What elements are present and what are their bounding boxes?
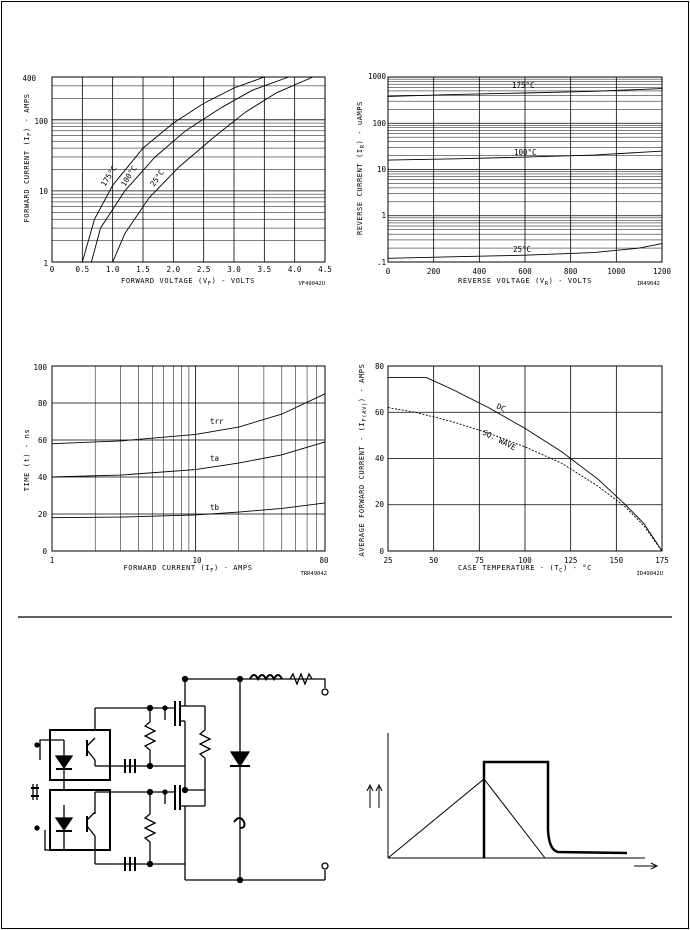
c2-code: IR49042 — [636, 281, 660, 287]
c3-xtick-1: 1 — [49, 556, 55, 565]
xtick-label: 1000 — [607, 267, 626, 276]
xtick-label: 100 — [518, 556, 532, 565]
c2-ytick-1: 1 — [381, 211, 386, 220]
c3-label-ta: ta — [210, 454, 220, 463]
c1-ylabel: FORWARD CURRENT $(I_F)$ - AMPS — [23, 93, 33, 223]
c1-label-100: 100°C — [119, 164, 139, 189]
c3-label-trr: trr — [210, 417, 224, 426]
terminal-top — [322, 689, 328, 695]
c4-ytick-20: 20 — [374, 500, 384, 509]
xtick-label: 3.5 — [257, 265, 272, 274]
gate-resistor-1 — [200, 730, 210, 758]
xtick-label: 1.0 — [105, 265, 120, 274]
xtick-label: 4.5 — [318, 265, 332, 274]
series-trr-line — [52, 394, 325, 444]
xtick-label: 25 — [383, 556, 393, 565]
current-triangle — [388, 779, 545, 858]
gate-pulse — [484, 762, 548, 858]
xtick-label: 2.0 — [166, 265, 181, 274]
xtick-label: 0 — [49, 265, 55, 274]
c2-label-175: 175°C — [512, 81, 535, 90]
c3-xtick-80: 80 — [319, 556, 329, 565]
series-ta-line — [52, 442, 325, 477]
c2-ytick-10: 10 — [376, 165, 386, 174]
c3-xtick-10: 10 — [192, 556, 202, 565]
c3-ylabel: TIME (t) - ns — [23, 428, 31, 492]
xtick-label: 200 — [426, 267, 441, 276]
xtick-label: 0 — [385, 267, 391, 276]
c4-ytick-40: 40 — [374, 454, 384, 463]
c3-code: TRR49042 — [300, 571, 327, 577]
led-1 — [56, 756, 72, 768]
xtick-label: 50 — [429, 556, 439, 565]
xtick-label: 150 — [609, 556, 624, 565]
c1-ytick-400: 400 — [22, 74, 36, 83]
c3-ytick-100: 100 — [33, 363, 47, 372]
xtick-label: 400 — [472, 267, 487, 276]
c1-ytick-10: 10 — [38, 187, 48, 196]
c1-code: VF49042U — [298, 281, 325, 287]
c2-ytick-100: 100 — [372, 119, 386, 128]
c1-xlabel: FORWARD VOLTAGE $(V_F)$ - VOLTS — [121, 277, 255, 287]
forward-voltage-chart — [52, 77, 325, 262]
xtick-label: 1.5 — [136, 265, 150, 274]
xtick-label: 75 — [474, 556, 484, 565]
xtick-label: 3.0 — [227, 265, 241, 274]
resistor-r1 — [145, 722, 155, 750]
recovery-waveform — [367, 733, 657, 869]
c4-xlabel: CASE TEMPERATURE - $(T_C) - ^\circ C$ — [458, 564, 592, 574]
c4-ytick-80: 80 — [374, 362, 384, 371]
terminal-bottom — [322, 863, 328, 869]
c2-xlabel: REVERSE VOLTAGE $(V_R)$ - VOLTS — [458, 277, 592, 287]
optocoupler-1 — [50, 730, 110, 780]
reverse-current-chart — [388, 77, 662, 262]
c2-label-25: 25°C — [513, 245, 532, 254]
c4-ytick-60: 60 — [374, 408, 384, 417]
c2-label-100: 100°C — [514, 148, 537, 157]
led-2 — [56, 818, 72, 830]
xtick-label: 800 — [563, 267, 578, 276]
xtick-label: 600 — [518, 267, 532, 276]
c4-label-dc: DC — [495, 401, 508, 414]
c3-xlabel: FORWARD CURRENT $(I_F)$ - AMPS — [123, 564, 253, 574]
c4-ylabel: AVERAGE FORWARD CURRENT - $(I_{F(AV)})$ - AMPS — [358, 363, 368, 557]
c4-code: ID49042U — [636, 571, 663, 577]
c3-ytick-80: 80 — [37, 399, 47, 408]
plot-frame — [52, 366, 325, 551]
c3-ytick-0: 0 — [42, 547, 47, 556]
xtick-label: 2.5 — [196, 265, 211, 274]
diode-under-test — [231, 752, 249, 766]
c2-ytick-0.1: .1 — [376, 258, 386, 267]
c1-ytick-100: 100 — [34, 117, 48, 126]
current-probe — [234, 818, 245, 828]
c4-label-sq: SQ. WAVE — [481, 427, 518, 453]
c1-ytick-1: 1 — [43, 259, 48, 268]
resistor-r2 — [145, 814, 155, 842]
xtick-label: 175 — [655, 556, 669, 565]
xtick-label: 4.0 — [287, 265, 302, 274]
xtick-label: 0.5 — [75, 265, 90, 274]
c2-ytick-1000: 1000 — [367, 72, 386, 81]
recovery-time-chart — [52, 366, 325, 551]
xtick-label: 1200 — [652, 267, 672, 276]
c3-label-tb: tb — [210, 503, 220, 512]
c1-label-175: 175°C — [99, 164, 119, 189]
series-tb-line — [52, 503, 325, 518]
c1-label-25: 25°C — [148, 168, 166, 189]
recovery-tail — [548, 830, 627, 853]
test-circuit-schematic — [31, 674, 328, 883]
c3-ytick-60: 60 — [37, 436, 47, 445]
c4-ytick-0: 0 — [379, 547, 384, 556]
c3-ytick-40: 40 — [37, 473, 47, 482]
c3-ytick-20: 20 — [37, 510, 47, 519]
xtick-label: 125 — [563, 556, 578, 565]
derating-chart — [388, 366, 662, 551]
c2-ylabel: REVERSE CURRENT $(I_R)$ - uAMPS — [356, 101, 366, 235]
